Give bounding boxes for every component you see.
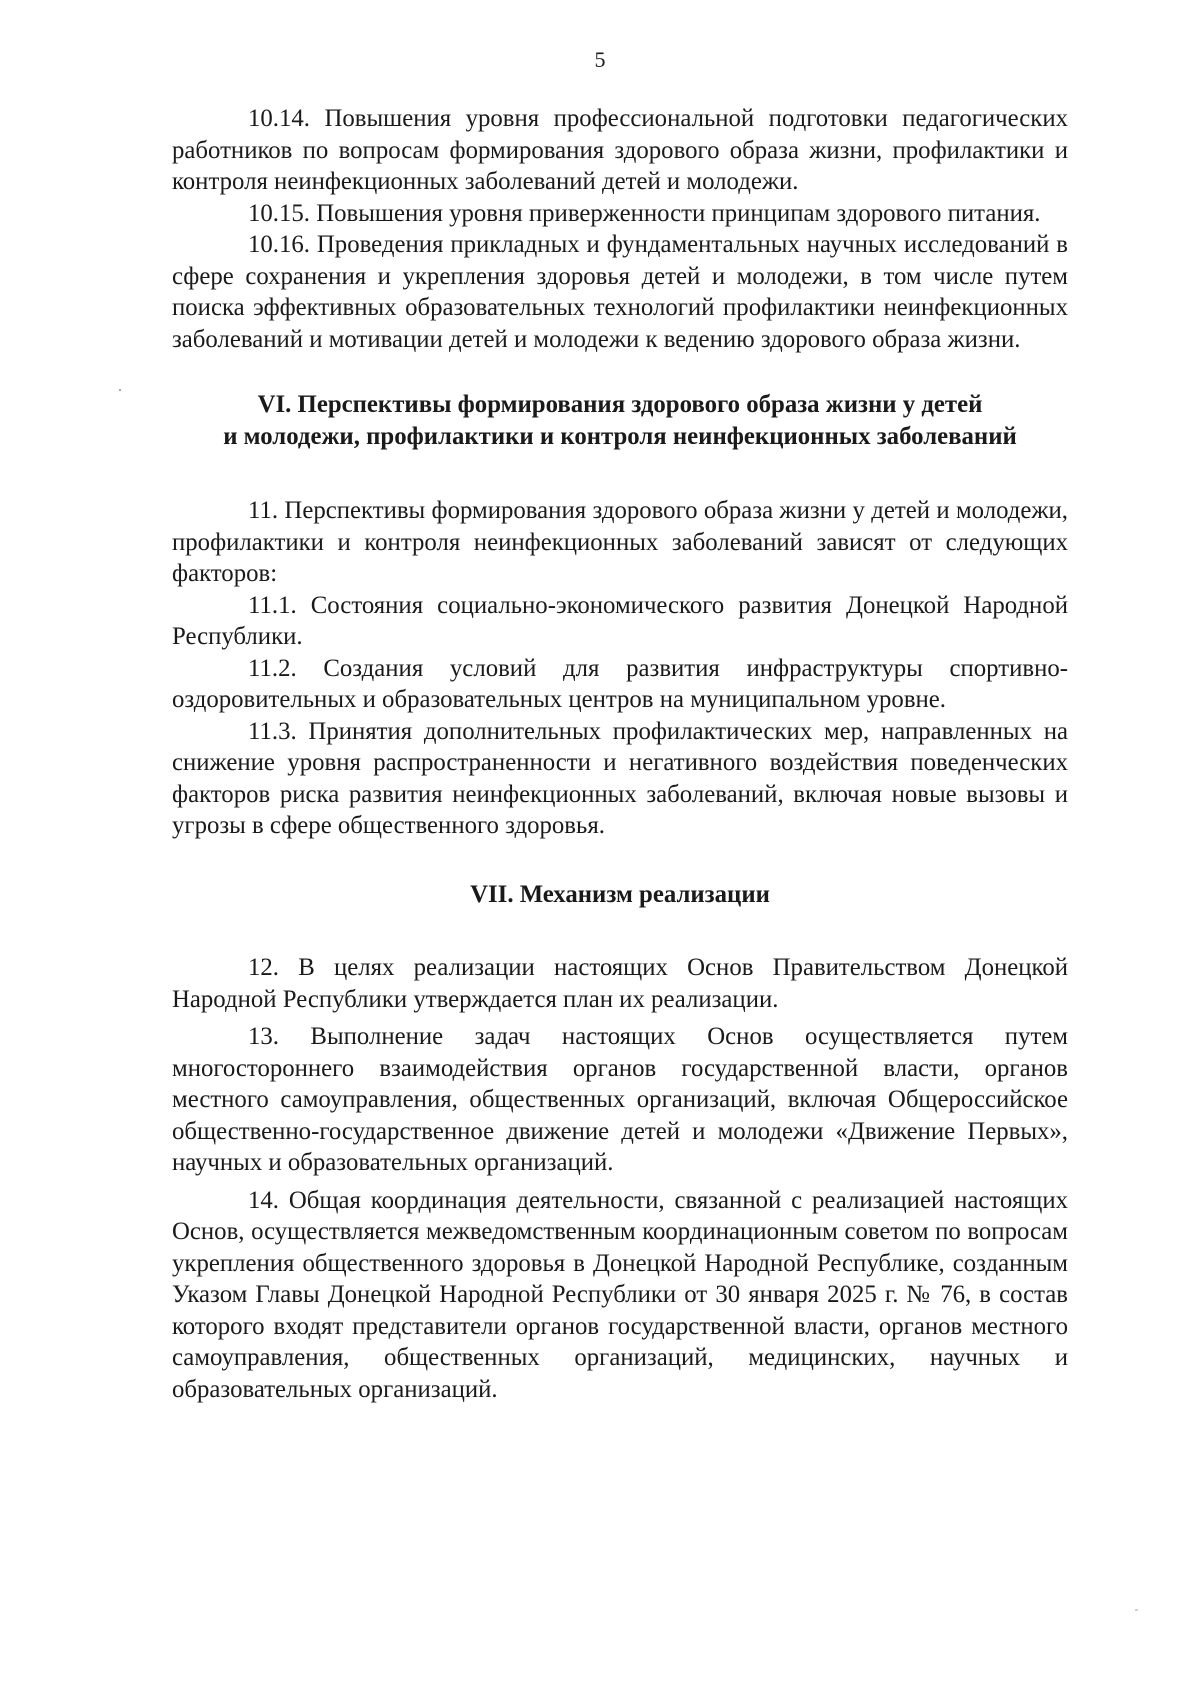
paragraph-11-3: 11.3. Принятия дополнительных профилактических мер, направленных на снижение уровня распространенности и негативного воздействия поведенческих факторов риска развития неинфекционных заболеваний, включая новые вызовы и угрозы в сфере общественного здоровья.: [172, 717, 1068, 839]
paragraph-13: 13. Выполнение задач настоящих Основ осуществляется путем многостороннего взаимодействия органов государственной власти, органов местного самоуправления, общественных организаций, включая Общероссийское общественно-государственное движение детей и молодежи «Движение Первых», научных и образовательных организаций.: [172, 1023, 1068, 1176]
paragraph-11: 11. Перспективы формирования здорового образа жизни у детей и молодежи, профилактики и контроля неинфекционных заболеваний зависят от следующих факторов:: [172, 497, 1068, 587]
section-heading-vi: [172, 389, 1068, 452]
scan-speck: [1135, 1609, 1138, 1611]
paragraph-14: 14. Общая координация деятельности, связанной с реализацией настоящих Основ, осуществляется межведомственным координационным советом по вопросам укрепления общественного здоровья в Донецкой Народной Республике, созданным Указом Главы Донецкой Народной Республики от 30 января 2025 г. № 76, в состав которого входят представители органов государственной власти, органов местного самоуправления, общественных организаций, медицинских, научных и образовательных организаций.: [172, 1186, 1068, 1403]
paragraph-12: 12. В целях реализации настоящих Основ Правительством Донецкой Народной Республики утверждается план их реализации.: [172, 954, 1068, 1013]
paragraph-11-1: 11.1. Состояния социально-экономического развития Донецкой Народной Республики.: [172, 591, 1068, 650]
section-heading-vii: VII. Механизм реализации: [470, 880, 770, 908]
page-number: 5: [594, 47, 606, 72]
document-body: [172, 103, 1068, 1405]
paragraph-11-2: 11.2. Создания условий для развития инфраструктуры спортивно-оздоровительных и образовательных центров на муниципальном уровне.: [172, 654, 1068, 713]
section-heading-vi-line2: и молодежи, профилактики и контроля неинфекционных заболеваний: [223, 422, 1017, 450]
section-heading-vi-line1: VI. Перспективы формирования здорового образа жизни у детей: [257, 391, 983, 418]
paragraph-10-15: 10.15. Повышения уровня приверженности принципам здорового питания.: [248, 199, 1041, 227]
paragraph-10-16: 10.16. Проведения прикладных и фундаментальных научных исследований в сфере сохранения и укрепления здоровья детей и молодежи, в том числе путем поиска эффективных образовательных технологий профилактики неинфекционных заболеваний и мотивации детей и молодежи к ведению здорового образа жизни.: [172, 231, 1068, 353]
scan-speck: [119, 389, 121, 391]
paragraph-10-14: 10.14. Повышения уровня профессиональной подготовки педагогических работников по вопросам формирования здорового образа жизни, профилактики и контроля неинфекционных заболеваний детей и молодежи.: [172, 105, 1068, 195]
